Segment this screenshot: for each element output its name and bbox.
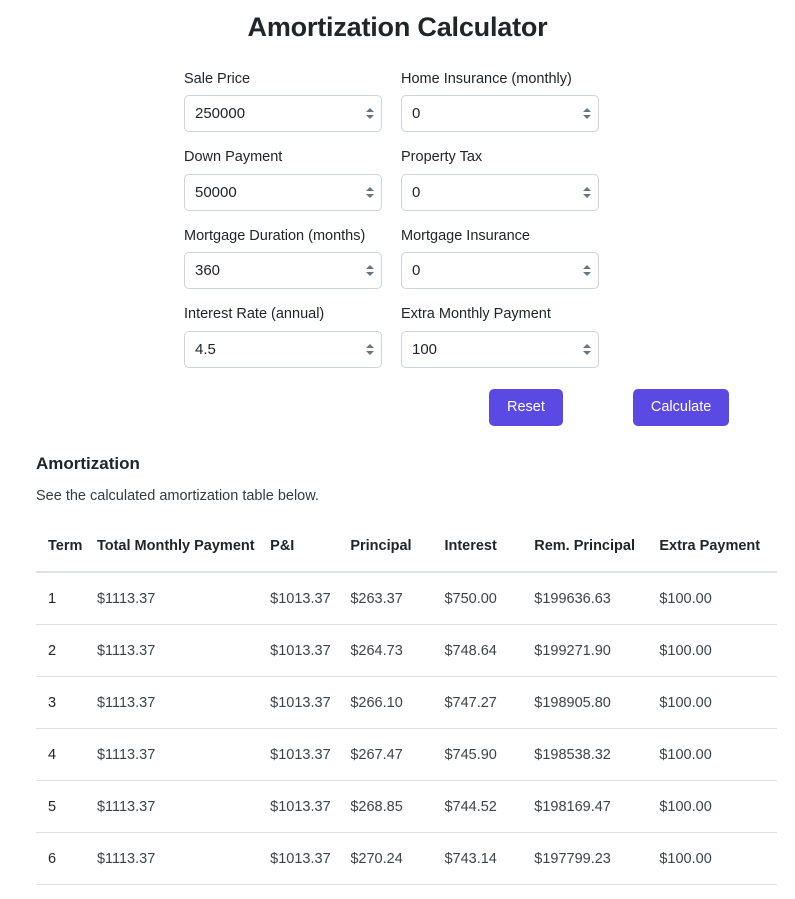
cell-rem-principal: $199271.90 [534, 624, 659, 676]
cell-extra-payment: $100.00 [659, 624, 777, 676]
input-mortgage-insurance-wrapper[interactable] [401, 252, 599, 289]
sale-price-input[interactable] [185, 96, 381, 131]
extra-monthly-payment-input[interactable] [402, 332, 598, 367]
label-home-insurance: Home Insurance (monthly) [401, 71, 572, 87]
column-header-interest: Interest [444, 538, 534, 572]
table-header [36, 538, 777, 572]
stepper-mortgage-duration-icon[interactable] [364, 261, 375, 281]
cell-total-monthly-payment: $1113.37 [97, 780, 270, 832]
field-home-insurance [401, 71, 599, 132]
property-tax-input[interactable] [402, 175, 598, 210]
cell-total-monthly-payment: $1113.37 [97, 728, 270, 780]
field-sale-price [184, 71, 382, 132]
cell-pi: $1013.37 [270, 624, 350, 676]
cell-rem-principal: $198169.47 [534, 780, 659, 832]
cell-term: 4 [36, 728, 97, 780]
calculate-button[interactable]: Calculate [633, 389, 729, 426]
input-interest-rate-wrapper[interactable] [184, 331, 382, 368]
table-row [36, 832, 777, 884]
label-sale-price: Sale Price [184, 71, 251, 87]
label-down-payment: Down Payment [184, 149, 283, 166]
cell-interest: $745.90 [444, 728, 534, 780]
amortization-table [36, 538, 777, 885]
down-payment-input[interactable] [185, 175, 381, 210]
cell-interest: $748.64 [444, 624, 534, 676]
cell-total-monthly-payment: $1113.37 [97, 676, 270, 728]
table-row [36, 572, 777, 625]
column-header-term: Term [36, 538, 97, 572]
input-down-payment-wrapper[interactable] [184, 174, 382, 211]
cell-rem-principal: $198905.80 [534, 676, 659, 728]
cell-pi: $1013.37 [270, 676, 350, 728]
cell-term: 3 [36, 676, 97, 728]
cell-extra-payment: $100.00 [659, 676, 777, 728]
mortgage-insurance-input[interactable] [402, 253, 598, 288]
stepper-down-payment-icon[interactable] [364, 182, 375, 202]
label-extra-monthly-payment: Extra Monthly Payment [401, 306, 551, 323]
results-section [0, 454, 795, 885]
field-property-tax [401, 149, 599, 210]
stepper-interest-rate-icon[interactable] [364, 339, 375, 359]
table-body [36, 572, 777, 885]
cell-pi: $1013.37 [270, 780, 350, 832]
stepper-property-tax-icon[interactable] [581, 182, 592, 202]
cell-principal: $268.85 [350, 780, 444, 832]
cell-interest: $743.14 [444, 832, 534, 884]
reset-button[interactable]: Reset [489, 389, 563, 426]
field-down-payment [184, 149, 382, 210]
stepper-mortgage-insurance-icon[interactable] [581, 261, 592, 281]
page-title: Amortization Calculator [247, 12, 548, 42]
cell-extra-payment: $100.00 [659, 832, 777, 884]
table-row [36, 676, 777, 728]
field-mortgage-insurance [401, 228, 599, 289]
home-insurance-input[interactable] [402, 96, 598, 131]
table-row [36, 728, 777, 780]
mortgage-duration-input[interactable] [185, 253, 381, 288]
cell-total-monthly-payment: $1113.37 [97, 624, 270, 676]
field-extra-monthly-payment [401, 306, 599, 367]
table-header-row [36, 538, 777, 572]
label-mortgage-duration: Mortgage Duration (months) [184, 227, 366, 244]
cell-total-monthly-payment: $1113.37 [97, 572, 270, 625]
cell-principal: $270.24 [350, 832, 444, 884]
cell-term: 5 [36, 780, 97, 832]
cell-pi: $1013.37 [270, 832, 350, 884]
cell-principal: $263.37 [350, 572, 444, 625]
table-row [36, 624, 777, 676]
input-extra-monthly-payment-wrapper[interactable] [401, 331, 599, 368]
cell-interest: $750.00 [444, 572, 534, 625]
cell-term: 6 [36, 832, 97, 884]
cell-extra-payment: $100.00 [659, 780, 777, 832]
cell-principal: $267.47 [350, 728, 444, 780]
cell-pi: $1013.37 [270, 572, 350, 625]
label-interest-rate: Interest Rate (annual) [184, 306, 325, 323]
form-grid [184, 71, 795, 385]
cell-interest: $747.27 [444, 676, 534, 728]
column-header-principal: Principal [350, 538, 444, 572]
interest-rate-input[interactable] [185, 332, 381, 367]
results-heading: Amortization [36, 453, 140, 473]
input-home-insurance-wrapper[interactable] [401, 95, 599, 132]
field-interest-rate [184, 306, 382, 367]
input-mortgage-duration-wrapper[interactable] [184, 252, 382, 289]
cell-principal: $266.10 [350, 676, 444, 728]
results-description: See the calculated amortization table below. [36, 487, 319, 504]
cell-extra-payment: $100.00 [659, 728, 777, 780]
input-property-tax-wrapper[interactable] [401, 174, 599, 211]
cell-interest: $744.52 [444, 780, 534, 832]
form-actions [184, 389, 795, 426]
field-mortgage-duration [184, 228, 382, 289]
cell-rem-principal: $198538.32 [534, 728, 659, 780]
cell-principal: $264.73 [350, 624, 444, 676]
table-row [36, 780, 777, 832]
calculator-form [0, 71, 795, 426]
label-mortgage-insurance: Mortgage Insurance [401, 227, 530, 244]
cell-total-monthly-payment: $1113.37 [97, 832, 270, 884]
column-header-pi: P&I [270, 538, 350, 572]
cell-rem-principal: $199636.63 [534, 572, 659, 625]
cell-term: 2 [36, 624, 97, 676]
cell-rem-principal: $197799.23 [534, 832, 659, 884]
column-header-rem-principal: Rem. Principal [534, 538, 659, 572]
stepper-sale-price-icon[interactable] [364, 104, 375, 124]
cell-extra-payment: $100.00 [659, 572, 777, 625]
column-header-extra-payment: Extra Payment [659, 538, 777, 572]
cell-pi: $1013.37 [270, 728, 350, 780]
column-header-total-monthly-payment: Total Monthly Payment [97, 538, 270, 572]
cell-term: 1 [36, 572, 97, 625]
stepper-extra-monthly-payment-icon[interactable] [581, 339, 592, 359]
label-property-tax: Property Tax [401, 149, 483, 166]
stepper-home-insurance-icon[interactable] [581, 104, 592, 124]
input-sale-price-wrapper[interactable] [184, 95, 382, 132]
